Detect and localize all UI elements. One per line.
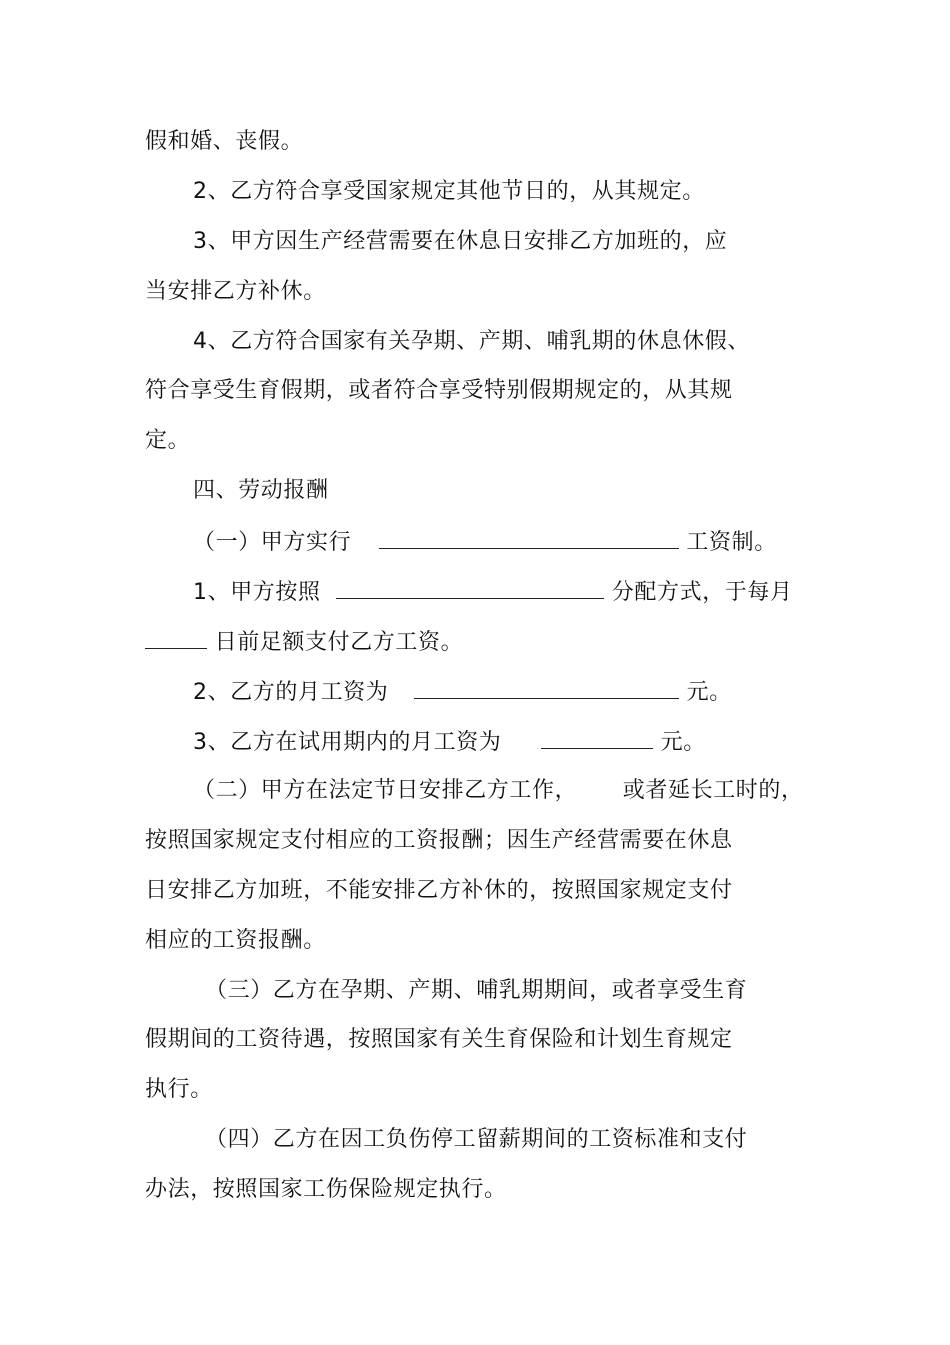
text-line (193, 576, 793, 608)
distribution-method-blank[interactable] (336, 576, 604, 599)
text-line (205, 976, 747, 1006)
line-text: 定。 (145, 428, 191, 453)
monthly-wage-blank[interactable] (414, 676, 679, 699)
line-text: 假期间的工资待遇，按照国家有关生育保险和计划生育规定 (145, 1027, 733, 1052)
line-text: 元。 (660, 730, 706, 755)
text-line (193, 327, 750, 357)
line-text: 当安排乙方补休。 (145, 279, 326, 304)
line-text: 符合享受生育假期，或者符合享受特别假期规定的，从其规 (145, 378, 733, 403)
line-text: 执行。 (145, 1077, 213, 1102)
line-text: （二）甲方在法定节日安排乙方工作， (193, 778, 578, 803)
line-text: 2、乙方符合享受国家规定其他节日的，从其规定。 (193, 179, 705, 204)
text-line (205, 1125, 747, 1155)
pay-day-blank[interactable] (145, 626, 207, 649)
text-line (145, 1075, 213, 1105)
line-text: 3、乙方在试用期内的月工资为 (193, 730, 502, 755)
text-line (145, 277, 326, 307)
line-text: 1、甲方按照 (193, 580, 321, 605)
line-text: 4、乙方符合国家有关孕期、产期、哺乳期的休息休假、 (193, 329, 750, 354)
text-line (145, 376, 733, 406)
line-text: 或者延长工时的， (622, 778, 804, 803)
probation-wage-blank[interactable] (541, 726, 653, 749)
text-line (145, 127, 303, 157)
line-text: 假和婚、丧假。 (145, 129, 304, 154)
line-text: 日安排乙方加班，不能安排乙方补休的，按照国家规定支付 (145, 878, 733, 903)
text-line (145, 826, 733, 856)
heading-text: 四、劳动报酬 (193, 478, 329, 503)
line-text: 2、乙方的月工资为 (193, 680, 389, 705)
text-line (145, 926, 326, 956)
text-line (193, 177, 705, 207)
line-text: 日前足额支付乙方工资。 (214, 630, 464, 655)
line-text: 办法，按照国家工伤保险规定执行。 (145, 1177, 507, 1202)
wage-system-blank[interactable] (379, 526, 679, 549)
line-text: 相应的工资报酬。 (145, 928, 326, 953)
text-line (193, 227, 727, 257)
text-line (145, 876, 733, 906)
text-line (145, 626, 463, 658)
section-heading (193, 476, 329, 506)
line-text: 元。 (686, 680, 732, 705)
line-text: （四）乙方在因工负伤停工留薪期间的工资标准和支付 (205, 1127, 748, 1152)
text-line (145, 1025, 733, 1055)
text-line (145, 1175, 507, 1205)
line-text: 工资制。 (686, 530, 777, 555)
text-line (193, 776, 804, 806)
line-text: （三）乙方在孕期、产期、哺乳期期间，或者享受生育 (205, 978, 748, 1003)
line-text: （一）甲方实行 (193, 530, 352, 555)
text-line (193, 726, 706, 758)
line-text: 按照国家规定支付相应的工资报酬；因生产经营需要在休息 (145, 828, 733, 853)
line-text: 分配方式，于每月 (611, 580, 793, 605)
text-line (193, 526, 777, 558)
text-line (145, 426, 190, 456)
text-line (193, 676, 732, 708)
line-text: 3、甲方因生产经营需要在休息日安排乙方加班的，应 (193, 229, 728, 254)
